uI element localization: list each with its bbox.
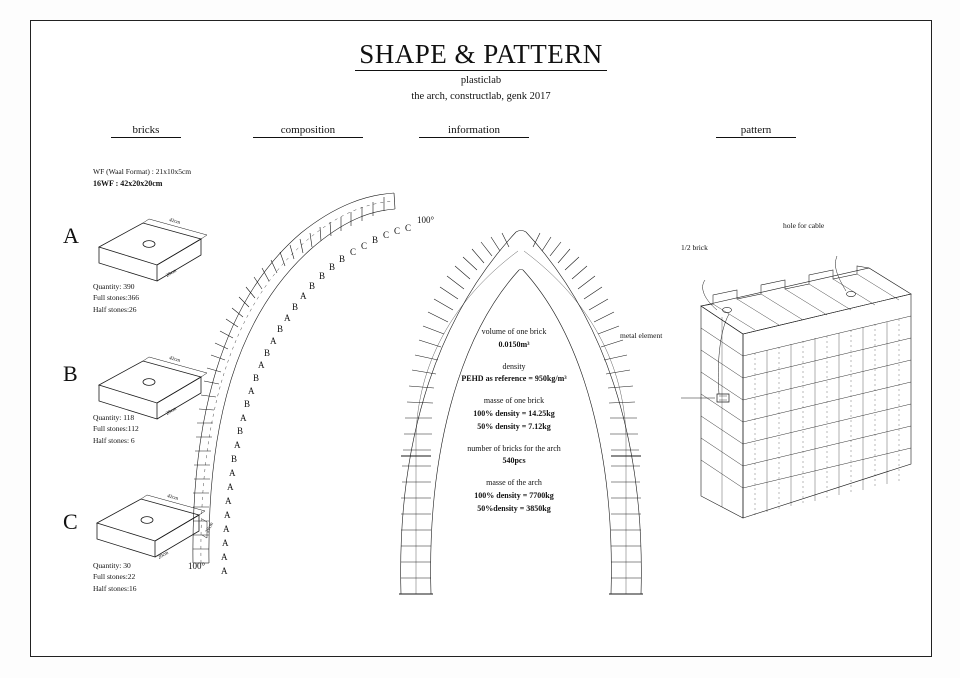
column-header-pattern: pattern [716, 124, 796, 138]
info-mass-100: 100% density = 14.25kg [473, 408, 555, 418]
brick-c-half: Half stones:16 [93, 583, 137, 593]
subtitle-line-2: the arch, constructlab, genk 2017 [411, 91, 551, 102]
composition-angle-top: 100° [417, 215, 435, 225]
annotation-hole-for-cable: hole for cable [783, 221, 825, 230]
brick-stats-a [93, 281, 139, 315]
svg-text:20cm: 20cm [165, 268, 178, 279]
page-title [31, 39, 931, 70]
brick-format-16wf: 16WF : 42x20x20cm [93, 178, 163, 188]
annotation-metal-element: metal element [620, 331, 663, 340]
info-arch-mass-label: masse of the arch [486, 478, 542, 488]
svg-text:20cm: 20cm [157, 550, 170, 561]
info-mass-50: 50% density = 7.12kg [477, 421, 551, 431]
svg-text:42cm: 42cm [166, 494, 179, 502]
column-header-composition: composition [253, 124, 363, 138]
brick-c-full: Full stones:22 [93, 572, 136, 582]
brick-letter-b: B [63, 361, 78, 386]
info-arch-mass-50: 50%density = 3850kg [477, 503, 551, 513]
info-volume-label: volume of one brick [481, 327, 547, 336]
brick-c-quantity: Quantity: 30 [93, 561, 131, 570]
brick-letter-a: A [63, 223, 79, 248]
info-arch-mass-100: 100% density = 7700kg [474, 490, 554, 500]
info-mass-label: masse of one brick [483, 396, 545, 406]
brick-letter-c: C [63, 509, 78, 534]
svg-text:42cm: 42cm [168, 356, 181, 364]
info-count-value: 540pcs [502, 456, 526, 466]
column-header-bricks: bricks [111, 124, 181, 138]
brick-format-wf: WF (Waal Format) : 21x10x5cm [93, 167, 192, 176]
brick-b-half: Half stones: 6 [93, 435, 135, 445]
column-header-information: information [419, 124, 529, 138]
annotation-half-brick: 1/2 brick [681, 243, 708, 252]
info-volume-value: 0.0150m³ [498, 339, 530, 349]
brick-stats-b [93, 412, 139, 446]
pattern-axonometric-wall [661, 246, 931, 536]
brick-b-quantity: Quantity: 118 [93, 413, 135, 422]
sheet-frame: SHAPE & PATTERN plasticlab the arch, constructlab, genk 2017 bricks composition information pattern WF (Waal Format) : 21x10x5cm 16WF : 42x20x20cm A 42cm 20cm Quantity: 390 Full stones:366 Half stones:26 B 42cm 20cm Quantity: 118 Full stones:112 Half stones: 6 C 42cm 20cm 20cm Quantity: 30 Full stones:22 Half stones:16 A A A A A A A A B A B A B A B A B A B A B A B B B B C C B C C C 100° 100° volume of one brick 0.0150m³ density PEHD as reference = 950kg/m³ masse of one brick 100% density = 14.25kg 50% density = 7.12kg number of bricks for the arch 540pcs masse of the arch 100% density = 7700kg 50%density = 3850kg 1/2 brick hole for cable metal element [30, 20, 932, 657]
subtitle-line-1: plasticlab [460, 75, 502, 86]
brick-stats-c [93, 560, 137, 594]
info-density-value: PEHD as reference = 950kg/m³ [461, 374, 567, 384]
page-title-text: SHAPE & PATTERN [355, 39, 607, 71]
info-count-label: number of bricks for the arch [467, 443, 561, 453]
brick-a-quantity: Quantity: 390 [93, 282, 135, 291]
svg-text:42cm: 42cm [168, 218, 181, 226]
svg-text:20cm: 20cm [165, 406, 178, 417]
svg-text:20cm: 20cm [205, 521, 215, 534]
information-block [429, 326, 599, 525]
brick-a-half: Half stones:26 [93, 304, 137, 314]
composition-angle-bottom: 100° [188, 561, 206, 571]
info-density-label: density [502, 361, 526, 371]
brick-b-full: Full stones:112 [93, 424, 139, 434]
brick-a-full: Full stones:366 [93, 293, 140, 303]
